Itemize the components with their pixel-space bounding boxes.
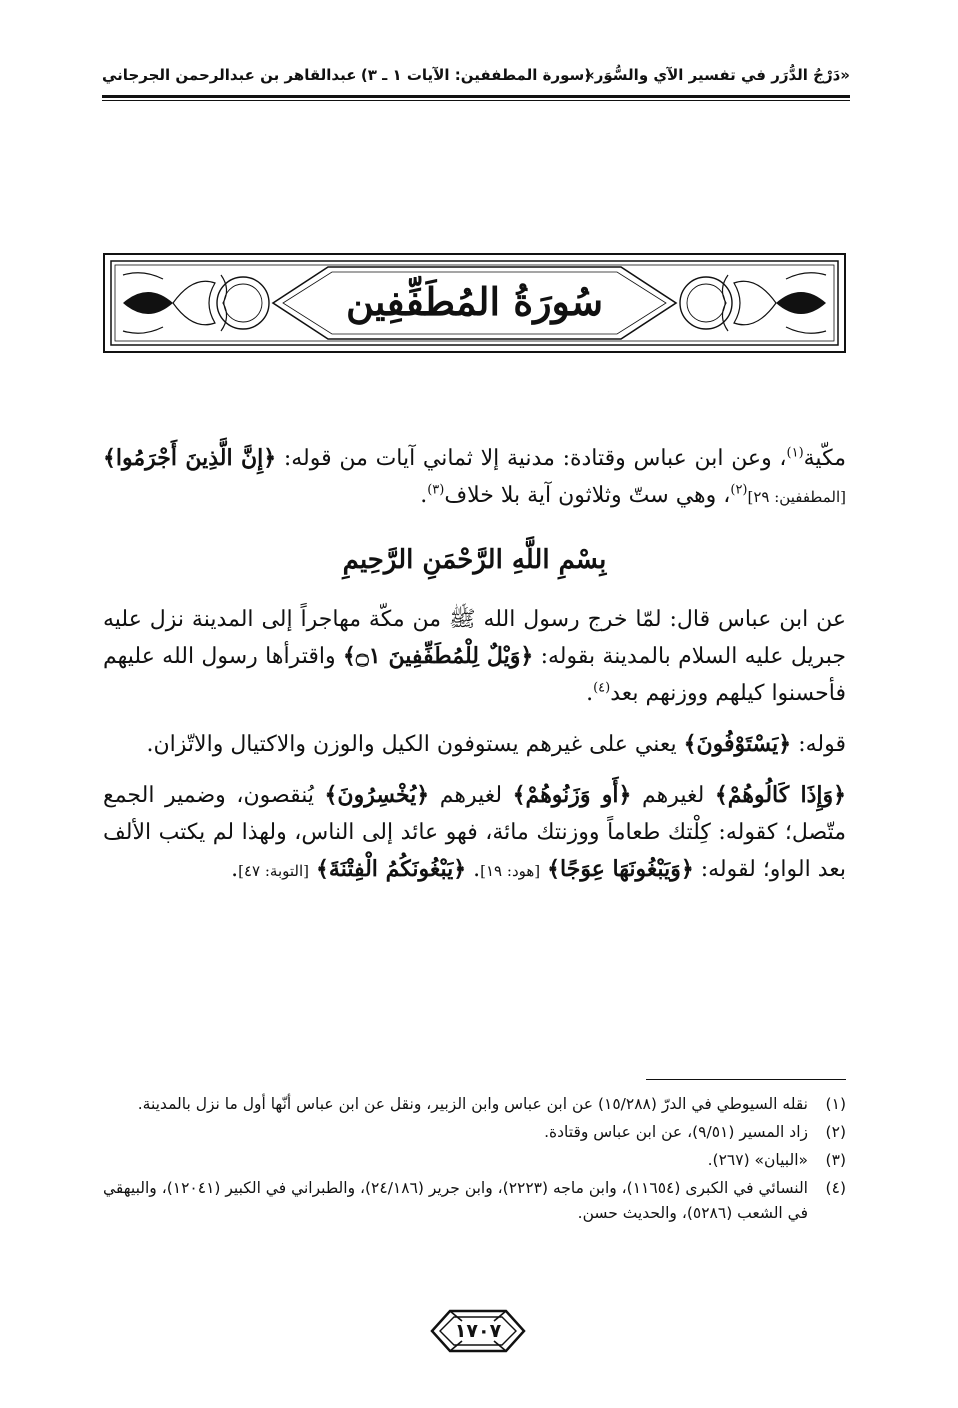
para2-text-a: قوله: xyxy=(791,732,846,757)
header-section: (سورة المطففين: الآيات ١ ـ ٣) xyxy=(360,66,592,84)
quran-quote: ﴿يُخْسِرُونَ﴾ xyxy=(324,782,430,808)
footnote-text: «البيان» (٢٦٧). xyxy=(707,1151,808,1169)
footnote-number: (٣) xyxy=(825,1151,846,1169)
footnote-number: (١) xyxy=(825,1095,846,1113)
footnote-text: نقله السيوطي في الدرّ (١٥/٢٨٨) عن ابن عباس وابن الزبير، ونقل عن ابن عباس أنّها أول ما نزل بالمدينة. xyxy=(137,1095,808,1113)
quran-quote: ﴿وَيْلٌ لِلْمُطَفِّفِينَ ۝١﴾ xyxy=(342,643,534,669)
quran-quote: ﴿يَسْتَوْفُونَ﴾ xyxy=(683,731,792,757)
para1-text-b: واقترأها رسول الله عليهم فأحسنوا كيلهم ووزنهم بعد xyxy=(103,644,846,706)
footnote-separator xyxy=(646,1079,846,1080)
footnote-number: (٤) xyxy=(825,1179,846,1197)
verse-reference: [التوبة: ٤٧] xyxy=(238,862,310,880)
intro-text-a: مكّية xyxy=(803,446,847,471)
footnote-ref-2[interactable]: (٢) xyxy=(730,482,748,498)
basmala: بِسْمِ اللَّهِ الرَّحْمَنِ الرَّحِيمِ xyxy=(342,545,607,575)
footnote xyxy=(103,1092,846,1117)
intro-text-d: . xyxy=(420,483,428,508)
paragraph-kaluhum xyxy=(103,777,846,890)
footnotes xyxy=(103,1092,846,1229)
quran-quote: ﴿وَيَبْغُونَهَا عِوَجًا﴾ xyxy=(547,856,694,882)
intro-paragraph xyxy=(103,440,846,516)
footnote-ref-1[interactable]: (١) xyxy=(786,445,804,461)
quran-quote: ﴿أَو وَزَنُوهُمْ﴾ xyxy=(512,782,632,808)
para2-text-b: يعني على غيرهم يستوفون الكيل والوزن والاكتيال والاتّزان. xyxy=(146,732,684,757)
header-book-title: «دَرْجُ الدُّرَر في تفسير الآي والسُّوَر» xyxy=(585,66,850,84)
page-number: ١٧٠٧ xyxy=(454,1320,502,1342)
footnote xyxy=(103,1176,846,1226)
page-number-ornament xyxy=(428,1305,528,1357)
para3-text-d: . xyxy=(466,857,481,882)
intro-text-b: ، وعن ابن عباس وقتادة: مدنية إلا ثماني آيات من قوله: xyxy=(276,446,787,471)
header-rule-thin xyxy=(102,100,850,101)
paragraph-yastawfun xyxy=(103,726,846,763)
para3-text-c: يُنقصون، وضمير الجمع متّصل؛ كقوله: كِلْتك طعاماً ووزنتك مائة، فهو عائد إلى الناس، ولهذا لم يكتب الألف بعد الواو؛ لقوله: xyxy=(103,783,846,882)
header-author: عبدالقاهر بن عبدالرحمن الجرجاني xyxy=(102,66,357,84)
footnote-text: النسائي في الكبرى (١١٦٥٤)، وابن ماجه (٢٢٢٣)، وابن جرير (٢٤/١٨٦)، والطبراني في الكبير (١٢٠٤١)، والبيهقي في الشعب (٥٢٨٦)، والحديث حسن. xyxy=(103,1179,808,1222)
quran-quote: ﴿وَإِذَا كَالُوهُمْ﴾ xyxy=(714,782,847,808)
para3-text-e: . xyxy=(231,857,239,882)
footnote-text: زاد المسير (٩/٥١)، عن ابن عباس وقتادة. xyxy=(544,1123,808,1141)
para3-text-b: لغيرهم xyxy=(429,783,513,808)
verse-reference: [هود: ١٩] xyxy=(480,862,541,880)
tafsir-body xyxy=(103,440,846,890)
footnote xyxy=(103,1120,846,1145)
footnote-ref-3[interactable]: (٣) xyxy=(427,482,445,498)
surah-title: سُورَةُ المُطَفِّفِين xyxy=(345,279,604,324)
running-header xyxy=(102,60,850,90)
para1-text-c: . xyxy=(586,681,594,706)
footnote xyxy=(103,1148,846,1173)
quran-quote: ﴿يَبْغُونَكُمُ الْفِتْنَةَ﴾ xyxy=(316,856,467,882)
paragraph-revelation xyxy=(103,601,846,712)
footnote-ref-4[interactable]: (٤) xyxy=(593,680,611,696)
header-rule-thick xyxy=(102,95,850,98)
surah-title-banner xyxy=(103,253,846,353)
verse-reference: [المطففين: ٢٩] xyxy=(747,488,846,506)
footnote-number: (٢) xyxy=(825,1123,846,1141)
intro-text-c: ، وهي ستّ وثلاثون آية بلا خلاف xyxy=(444,483,731,508)
para3-text-a: لغيرهم xyxy=(631,783,715,808)
para1-text-a: عن ابن عباس قال: لمّا خرج رسول الله ﷺ من مكّة مهاجراً إلى المدينة نزل عليه جبريل عليه السلام بالمدينة بقوله: xyxy=(103,607,846,669)
quran-quote: ﴿إِنَّ الَّذِينَ أَجْرَمُوا﴾ xyxy=(103,445,277,471)
